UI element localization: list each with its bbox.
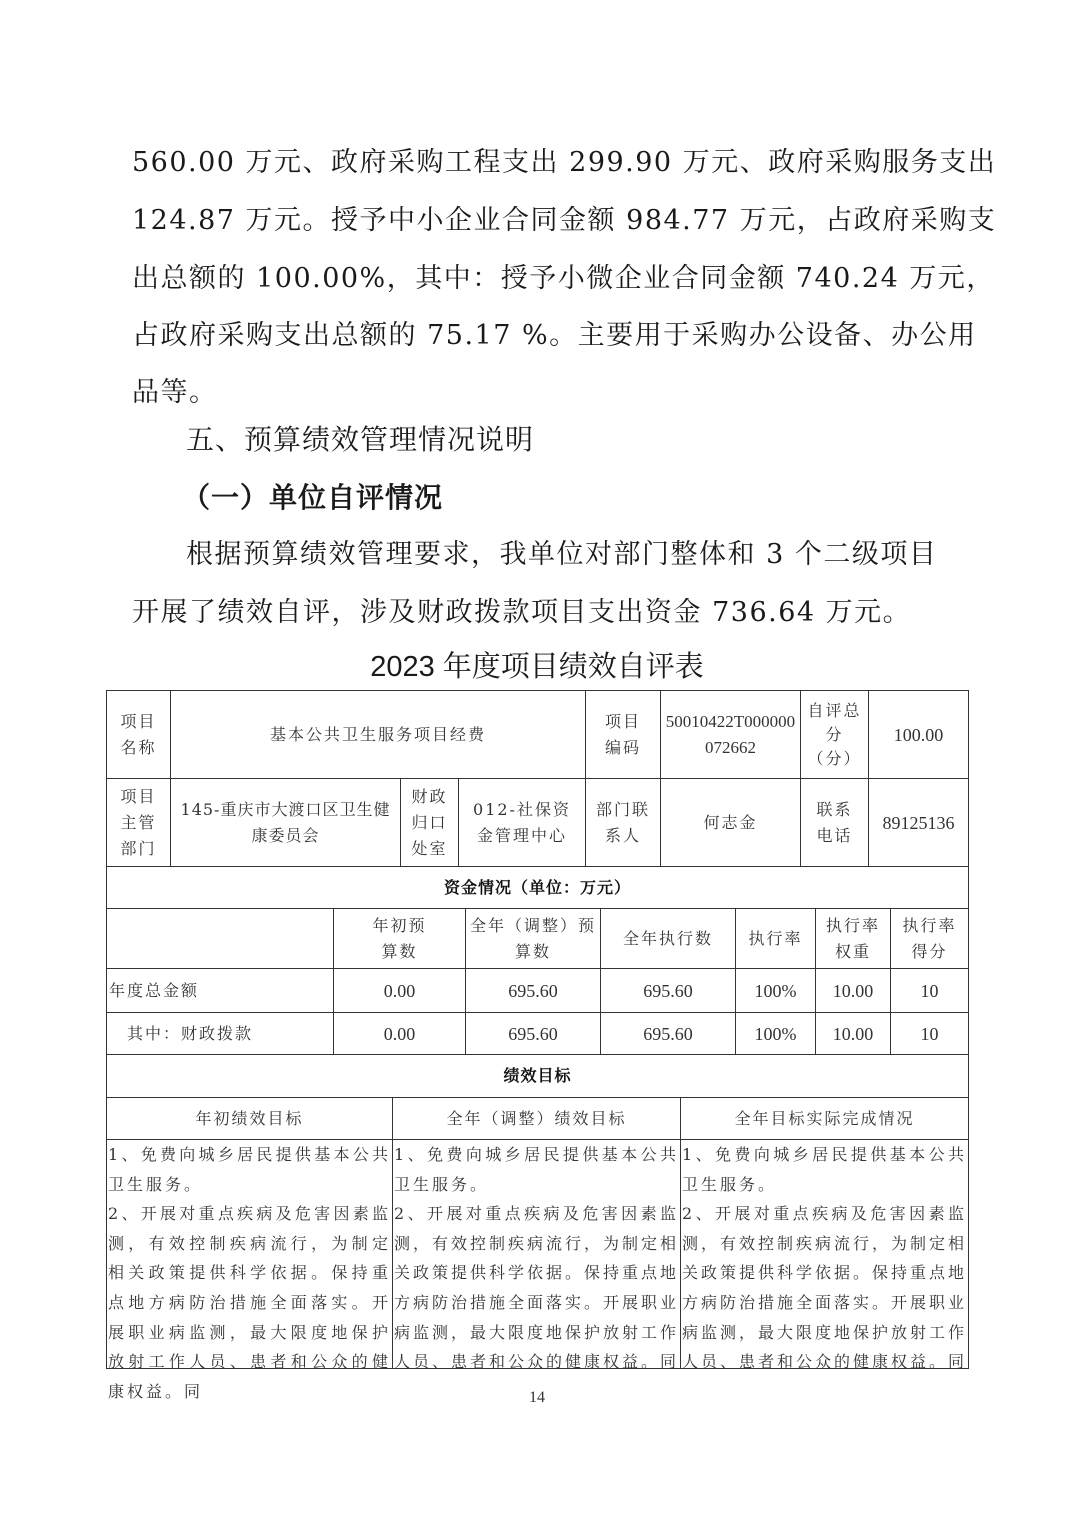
funding-cell: 695.60 — [600, 968, 736, 1013]
funding-row-label: 年度总金额 — [106, 968, 334, 1013]
contact-label: 部门联系人 — [585, 778, 661, 867]
funding-cell: 10.00 — [815, 1012, 891, 1055]
funding-cell: 10.00 — [815, 968, 891, 1013]
funding-section-title: 资金情况（单位：万元） — [106, 866, 969, 909]
paragraph-line: 根据预算绩效管理要求，我单位对部门整体和 3 个二级项目 — [186, 539, 938, 570]
project-code-label: 项目编码 — [585, 690, 661, 779]
subsection-heading: （一）单位自评情况 — [182, 481, 444, 514]
paragraph-line: 品等。 — [132, 377, 218, 408]
paragraph-line: 出总额的 100.00%，其中：授予小微企业合同金额 740.24 万元， — [132, 263, 995, 294]
funding-header: 全年执行数 — [600, 908, 736, 969]
project-name: 基本公共卫生服务项目经费 — [170, 690, 586, 779]
funding-row-label: 其中：财政拨款 — [106, 1012, 334, 1055]
page-number: 14 — [529, 1389, 545, 1406]
funding-cell: 10 — [890, 968, 969, 1013]
finance-office: 012-社保资金管理中心 — [458, 778, 586, 867]
contact: 何志金 — [660, 778, 801, 867]
funding-header: 年初预算数 — [333, 908, 466, 969]
finance-office-label: 财政归口处室 — [400, 778, 459, 867]
funding-cell: 100% — [735, 968, 816, 1013]
funding-cell: 100% — [735, 1012, 816, 1055]
funding-cell: 0.00 — [333, 968, 466, 1013]
goals-header: 年初绩效目标 — [106, 1097, 393, 1140]
phone-label: 联系电话 — [800, 778, 869, 867]
dept-label: 项目主管部门 — [106, 778, 171, 867]
funding-header: 执行率得分 — [890, 908, 969, 969]
goals-header: 全年（调整）绩效目标 — [392, 1097, 681, 1140]
project-name-label: 项目名称 — [106, 690, 171, 779]
goals-initial-text: 1、免费向城乡居民提供基本公共卫生服务。 2、开展对重点疾病及危害因素监测，有效控制疾病流行，为制定相关政策提供科学依据。保持重点地方病防治措施全面落实。开展职业病监测，最大限度地保护放射工作人员、患者和公众的健康权益。同 — [106, 1139, 393, 1369]
self-score: 100.00 — [868, 690, 969, 779]
funding-cell: 0.00 — [333, 1012, 466, 1055]
goals-header: 全年目标实际完成情况 — [680, 1097, 969, 1140]
paragraph-line: 560.00 万元、政府采购工程支出 299.90 万元、政府采购服务支出 — [132, 147, 997, 178]
project-code: 50010422T000000072662 — [660, 690, 801, 779]
goals-adjusted-text: 1、免费向城乡居民提供基本公共卫生服务。 2、开展对重点疾病及危害因素监测，有效控制疾病流行，为制定相关政策提供科学依据。保持重点地方病防治措施全面落实。开展职业病监测，最大限度地保护放射工作人员、患者和公众的健康权益。同 — [392, 1139, 681, 1369]
dept: 145-重庆市大渡口区卫生健康委员会 — [170, 778, 401, 867]
section-heading: 五、预算绩效管理情况说明 — [186, 423, 535, 456]
goals-section-title: 绩效目标 — [106, 1054, 969, 1098]
goals-actual-text: 1、免费向城乡居民提供基本公共卫生服务。 2、开展对重点疾病及危害因素监测，有效控制疾病流行，为制定相关政策提供科学依据。保持重点地方病防治措施全面落实。开展职业病监测，最大限度地保护放射工作人员、患者和公众的健康权益。同 — [680, 1139, 969, 1369]
funding-header: 执行率权重 — [815, 908, 891, 969]
paragraph-line: 开展了绩效自评，涉及财政拨款项目支出资金 736.64 万元。 — [132, 597, 912, 628]
paragraph-line: 124.87 万元。授予中小企业合同金额 984.77 万元，占政府采购支 — [132, 205, 997, 236]
self-score-label: 自评总分（分） — [800, 690, 869, 779]
funding-cell: 695.60 — [465, 1012, 601, 1055]
phone: 89125136 — [868, 778, 969, 867]
funding-header: 执行率 — [735, 908, 816, 969]
table-title: 2023 年度项目绩效自评表 — [370, 651, 704, 683]
funding-cell: 695.60 — [465, 968, 601, 1013]
funding-cell: 695.60 — [600, 1012, 736, 1055]
funding-cell: 10 — [890, 1012, 969, 1055]
paragraph-line: 占政府采购支出总额的 75.17 %。主要用于采购办公设备、办公用 — [132, 320, 977, 351]
funding-header: 全年（调整）预算数 — [465, 908, 601, 969]
funding-header — [106, 908, 334, 969]
